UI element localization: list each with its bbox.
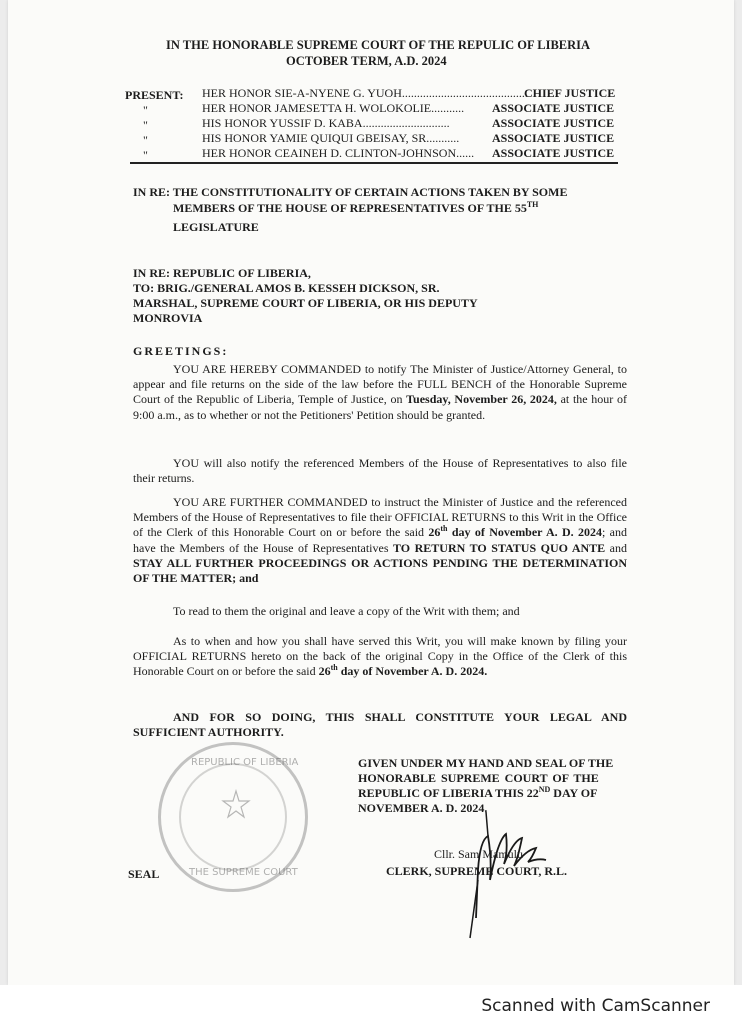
justice-title: CHIEF JUSTICE (524, 86, 616, 100)
inre-address-line: TO: BRIG./GENERAL AMOS B. KESSEH DICKSON, SR. (133, 281, 440, 295)
service-paragraph: As to when and how you shall have served this Writ, you will make known by filing your OFFICIAL RETURNS hereto on the back of the original Copy in the Office of the Clerk of this Honorable Court on or before the said 26th day of November A. D. 2024. (133, 634, 627, 679)
given-line: REPUBLIC OF LIBERIA THIS 22ND DAY OF (358, 785, 598, 800)
scanner-watermark: Scanned with CamScanner (481, 996, 710, 1016)
term-heading: OCTOBER TERM, A.D. 2024 (286, 54, 447, 68)
court-heading: IN THE HONORABLE SUPREME COURT OF THE REPULIC OF LIBERIA (166, 38, 591, 52)
clerk-name: Cllr. Sam Mamulu (434, 847, 524, 861)
justice-name: HER HONOR JAMESETTA H. WOLOKOLIE........... (202, 101, 465, 115)
inre-subject-line: LEGISLATURE (173, 220, 259, 234)
ditto-mark: " (143, 103, 148, 117)
clerk-title: CLERK, SUPREME COURT, R.L. (386, 864, 568, 878)
present-underline (130, 162, 618, 164)
justice-name: HER HONOR CEAINEH D. CLINTON-JOHNSON...... (202, 146, 475, 160)
command-paragraph: YOU ARE HEREBY COMMANDED to notify The Minister of Justice/Attorney General, to appear and file returns on the side of the law before the FULL BENCH of the Honorable Supreme Court of the Republic of Liberia, Temple of Justice, on Tuesday, November 26, 2024, at the hour of 9:00 a.m., as to whether or not the Petitioners' Petition should be granted. (133, 362, 627, 422)
justice-title: ASSOCIATE JUSTICE (492, 116, 615, 130)
justice-name: HIS HONOR YUSSIF D. KABA............................. (202, 116, 450, 130)
present-label: PRESENT: (125, 88, 184, 102)
ditto-mark: " (143, 118, 148, 132)
seal-top-text: REPUBLIC OF LIBERIA (191, 757, 299, 768)
justice-name: HIS HONOR YAMIE QUIQUI GBEISAY, SR........... (202, 131, 460, 145)
greetings-heading: GREETINGS: (133, 344, 229, 358)
inre-subject-line: IN RE: THE CONSTITUTIONALITY OF CERTAIN ACTIONS TAKEN BY SOME (133, 185, 568, 199)
read-paragraph: To read to them the original and leave a copy of the Writ with them; and (173, 604, 520, 618)
given-line: NOVEMBER A. D. 2024. (358, 801, 488, 815)
justice-name: HER HONOR SIE-A-NYENE G. YUOH.......................................... (202, 86, 528, 100)
document-page (8, 0, 734, 985)
given-line: HONORABLE SUPREME COURT OF THE (358, 771, 599, 785)
inre-address-line: IN RE: REPUBLIC OF LIBERIA, (133, 266, 311, 280)
further-command-paragraph: YOU ARE FURTHER COMMANDED to instruct the Minister of Justice and the referenced Members of the House of Representatives to file their OFFICIAL RETURNS to this Writ in the Office of the Clerk of this Honorable Court on or before the said 26th day of November A. D. 2024; and have the Members of the House of Representatives TO RETURN TO STATUS QUO ANTE and STAY ALL FURTHER PROCEEDINGS OR ACTIONS PENDING THE DETERMINATION OF THE MATTER; and (133, 495, 628, 586)
ditto-mark: " (143, 133, 148, 147)
justice-title: ASSOCIATE JUSTICE (492, 131, 615, 145)
seal-bottom-text: THE SUPREME COURT (189, 867, 298, 878)
seal-label: SEAL (128, 867, 160, 881)
inre-subject-line: MEMBERS OF THE HOUSE OF REPRESENTATIVES OF THE 55TH (173, 200, 539, 215)
inre-address-line: MONROVIA (133, 311, 203, 325)
justice-title: ASSOCIATE JUSTICE (492, 101, 615, 115)
seal-star-icon (221, 789, 251, 819)
justice-title: ASSOCIATE JUSTICE (492, 146, 615, 160)
court-seal (158, 742, 308, 892)
given-line: GIVEN UNDER MY HAND AND SEAL OF THE (358, 756, 614, 770)
notify-paragraph: YOU will also notify the referenced Members of the House of Representatives to also file their returns. (133, 456, 627, 486)
inre-address-line: MARSHAL, SUPREME COURT OF LIBERIA, OR HIS DEPUTY (133, 296, 478, 310)
authority-paragraph: AND FOR SO DOING, THIS SHALL CONSTITUTE YOUR LEGAL AND SUFFICIENT AUTHORITY. (133, 710, 627, 740)
ditto-mark: " (143, 148, 148, 162)
